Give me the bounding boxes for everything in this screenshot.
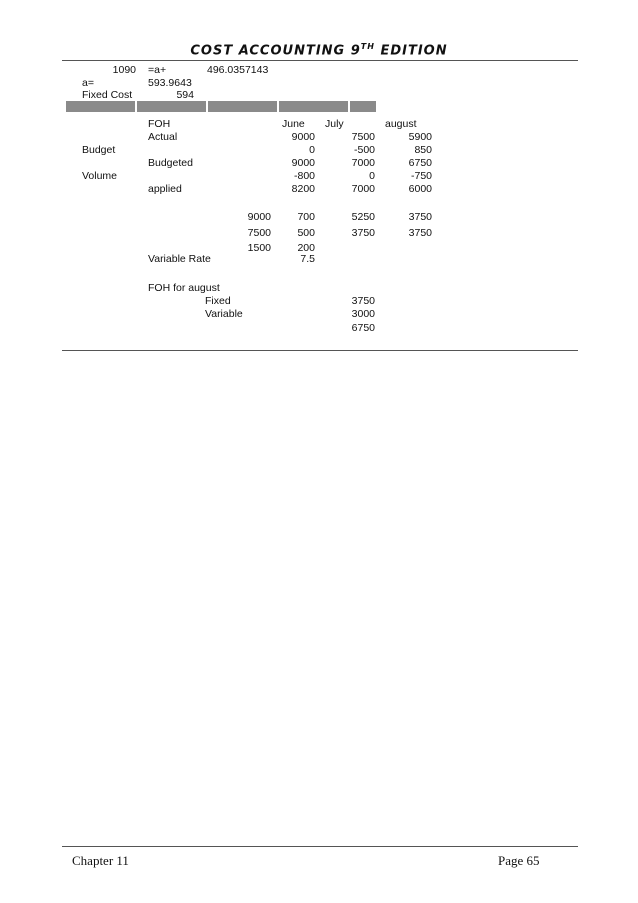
footer-chapter: Chapter 11 bbox=[72, 853, 129, 868]
cell-a-value: 593.9643 bbox=[148, 77, 192, 89]
content-bottom-rule bbox=[62, 350, 578, 351]
august-value: 5900 bbox=[408, 131, 432, 143]
cell-1090: 1090 bbox=[112, 64, 136, 76]
cell-formula: =a+ bbox=[148, 64, 167, 76]
july-value: -500 bbox=[353, 144, 375, 156]
header-title-sup: TH bbox=[360, 42, 375, 51]
foh-fixed-label: Fixed bbox=[205, 295, 231, 307]
cell-fixed-cost-label: Fixed Cost bbox=[82, 89, 133, 101]
col-june: June bbox=[282, 118, 305, 130]
col-july: July bbox=[325, 118, 344, 130]
calc-b: 700 bbox=[297, 211, 315, 223]
variable-rate-label: Variable Rate bbox=[148, 253, 211, 265]
foh-label: FOH bbox=[148, 118, 171, 130]
june-value: 9000 bbox=[291, 131, 315, 143]
calc-a: 1500 bbox=[247, 242, 271, 254]
page-header-title bbox=[0, 42, 638, 58]
june-value: 9000 bbox=[291, 157, 315, 169]
august-value: 850 bbox=[414, 144, 432, 156]
foh-variable-label: Variable bbox=[205, 308, 243, 320]
july-value: 7000 bbox=[351, 157, 375, 169]
row-left-label: Budget bbox=[82, 144, 116, 156]
footer-rule bbox=[62, 846, 578, 847]
june-value: 0 bbox=[309, 144, 315, 156]
header-rule bbox=[62, 60, 578, 61]
cell-a-label: a= bbox=[82, 77, 94, 89]
june-value: 8200 bbox=[291, 183, 315, 195]
june-value: -800 bbox=[293, 170, 315, 182]
col-august: august bbox=[385, 118, 417, 130]
calc-a: 9000 bbox=[247, 211, 271, 223]
calc-b: 200 bbox=[297, 242, 315, 254]
august-value: 6000 bbox=[408, 183, 432, 195]
row-label: Actual bbox=[148, 131, 178, 143]
row-label: Budgeted bbox=[148, 157, 193, 169]
calc-d: 3750 bbox=[408, 211, 432, 223]
header-title-end: EDITION bbox=[374, 43, 448, 59]
row-left-label: Volume bbox=[82, 170, 118, 182]
header-title-main: COST ACCOUNTING 9 bbox=[190, 43, 361, 59]
calc-c: 5250 bbox=[351, 211, 375, 223]
row-label: applied bbox=[148, 183, 182, 195]
shaded-band bbox=[66, 101, 376, 112]
calc-a: 7500 bbox=[247, 227, 271, 239]
calc-c: 3750 bbox=[351, 227, 375, 239]
august-value: -750 bbox=[410, 170, 432, 182]
calc-d: 3750 bbox=[408, 227, 432, 239]
cell-formula-result: 496.0357143 bbox=[207, 64, 269, 76]
august-value: 6750 bbox=[408, 157, 432, 169]
foh-august-label: FOH for august bbox=[148, 282, 220, 294]
foh-variable-value: 3000 bbox=[351, 308, 375, 320]
variable-rate-value: 7.5 bbox=[300, 253, 315, 265]
july-value: 0 bbox=[369, 170, 375, 182]
july-value: 7000 bbox=[351, 183, 375, 195]
foh-total-value: 6750 bbox=[351, 322, 375, 334]
july-value: 7500 bbox=[351, 131, 375, 143]
cell-fixed-cost-value: 594 bbox=[176, 89, 194, 101]
foh-fixed-value: 3750 bbox=[351, 295, 375, 307]
footer-page-number: Page 65 bbox=[498, 853, 540, 868]
calc-b: 500 bbox=[297, 227, 315, 239]
